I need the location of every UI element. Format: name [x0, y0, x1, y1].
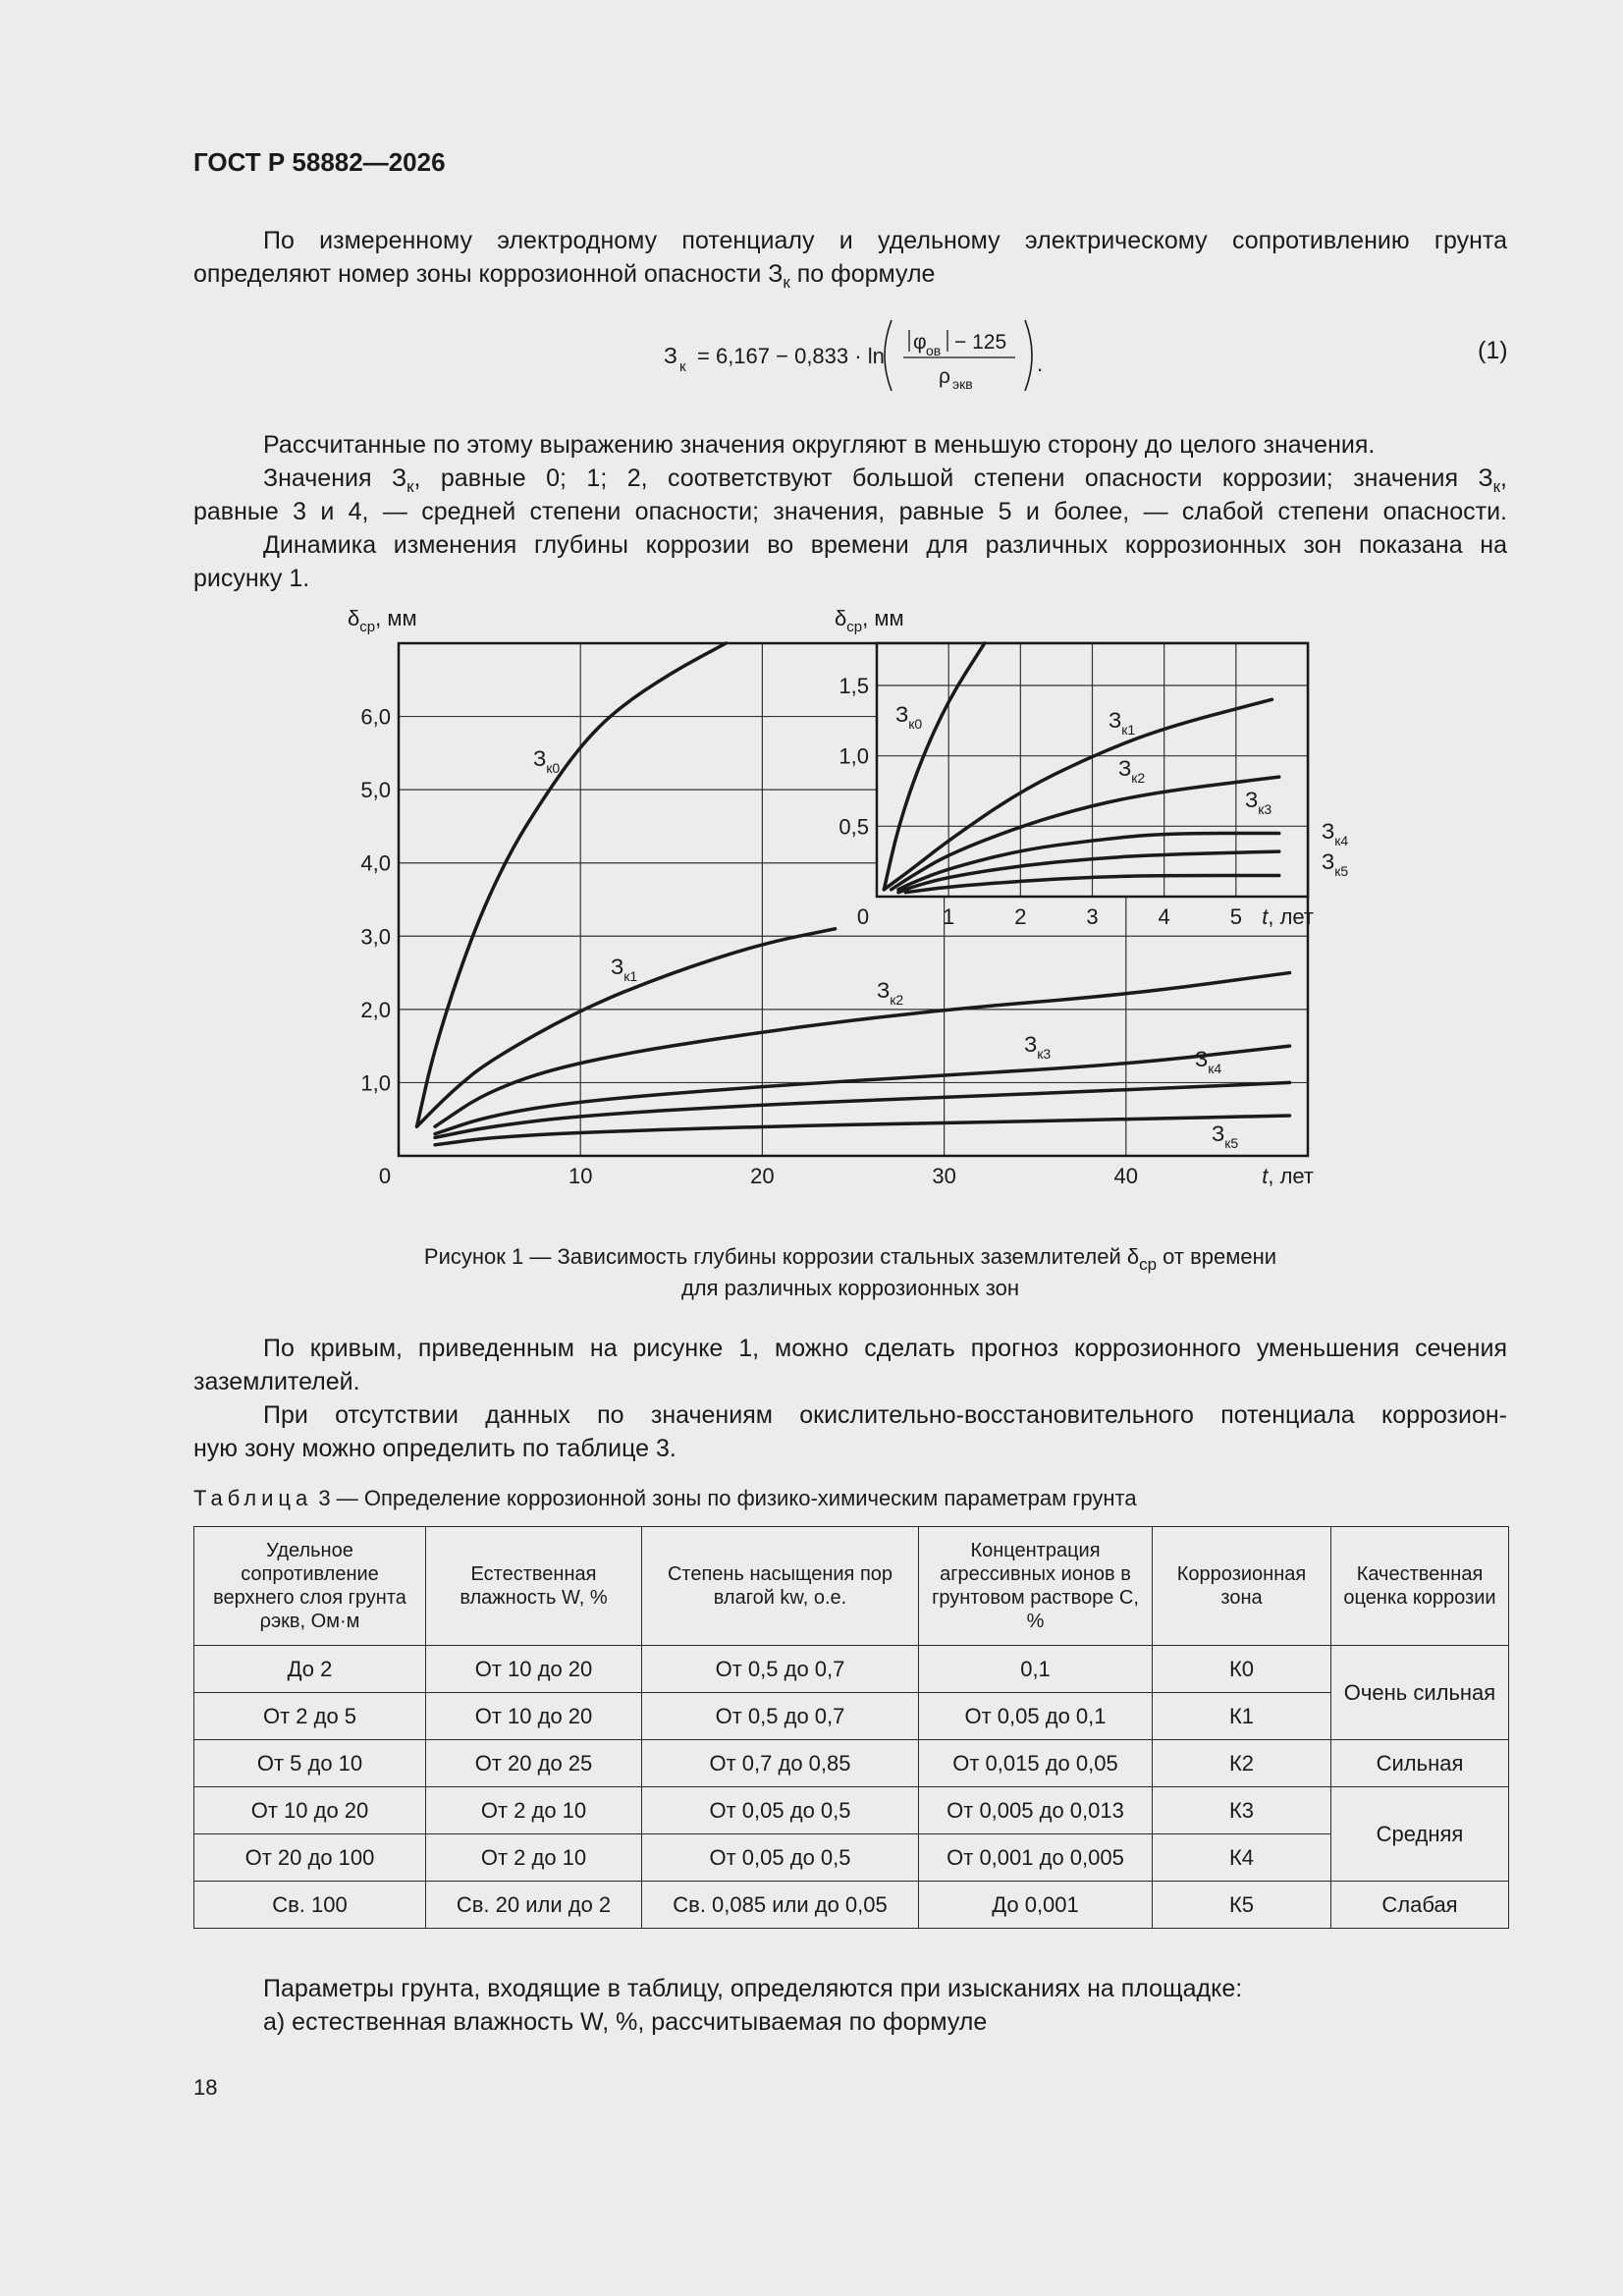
table-cell: Св. 100: [194, 1882, 426, 1929]
table-cell: От 0,5 до 0,7: [642, 1693, 919, 1740]
y-tick-label: 5,0: [360, 778, 391, 803]
series-label-0: $З_{к0}$: [533, 746, 561, 776]
table-cell: К3: [1153, 1787, 1331, 1834]
table-cell: От 0,015 до 0,05: [919, 1740, 1153, 1787]
table-header-row: [194, 1527, 1509, 1646]
svg-text:ρ: ρ: [939, 365, 950, 388]
header-ion-concentration: Концентрация агрессивных ионов в грунтовом растворе C, %: [919, 1527, 1153, 1646]
paragraph-moisture-item: а) естественная влажность W, %, рассчитываемая по формуле: [263, 2008, 988, 2036]
table-cell-assessment: Средняя: [1331, 1787, 1509, 1882]
table-row: [194, 1787, 1509, 1834]
header-moisture: Естественная влажность W, %: [426, 1527, 642, 1646]
svg-text:.: .: [1037, 352, 1044, 376]
y-axis-label: $\delta_{ср}$, мм: [348, 606, 417, 635]
formula-number: (1): [1478, 337, 1508, 364]
y-tick-label: 4,0: [360, 850, 391, 876]
table-cell: К2: [1153, 1740, 1331, 1787]
inset-chart: [835, 606, 1348, 929]
y-tick-label: 6,0: [360, 704, 391, 730]
series-line-5: [435, 1116, 1289, 1145]
paragraph-values: Значения $З_к$, равные 0; 1; 2, соответствуют большой степени опасности коррозии; значения $З_к$,: [263, 465, 1507, 496]
table-cell: От 0,005 до 0,013: [919, 1787, 1153, 1834]
table-cell: До 0,001: [919, 1882, 1153, 1929]
table-cell: От 2 до 10: [426, 1834, 642, 1882]
table-cell: От 0,7 до 0,85: [642, 1740, 919, 1787]
table-cell: К1: [1153, 1693, 1331, 1740]
series-label-3: $З_{к3}$: [1245, 788, 1272, 817]
table-cell: От 10 до 20: [426, 1693, 642, 1740]
header-saturation: Степень насыщения пор влагой kw, о.е.: [642, 1527, 919, 1646]
y-tick-label: 1,0: [839, 743, 869, 769]
table-cell: От 20 до 25: [426, 1740, 642, 1787]
x-tick-label: 3: [1086, 904, 1099, 929]
table-cell: От 0,001 до 0,005: [919, 1834, 1153, 1882]
x-tick-label: 40: [1113, 1164, 1139, 1188]
table-cell-assessment: Очень сильная: [1331, 1646, 1509, 1740]
series-label-3: $З_{к3}$: [1024, 1032, 1052, 1062]
x-tick-label: 2: [1014, 904, 1027, 929]
table-cell: 0,1: [919, 1646, 1153, 1693]
paragraph-soil-params: Параметры грунта, входящие в таблицу, определяются при изысканиях на площадке:: [263, 1975, 1243, 2002]
table-cell: К4: [1153, 1834, 1331, 1882]
series-label-4: $З_{к4}$: [1322, 819, 1349, 848]
paragraph-forecast-cont: заземлителей.: [193, 1368, 360, 1395]
table-cell-assessment: Сильная: [1331, 1740, 1509, 1787]
figure-caption-line-2: для различных коррозионных зон: [680, 1276, 1020, 1300]
table-row: [194, 1834, 1509, 1882]
table-cell: От 2 до 5: [194, 1693, 426, 1740]
svg-text:экв: экв: [952, 376, 973, 392]
table-cell: От 0,05 до 0,5: [642, 1834, 919, 1882]
svg-text:ов: ов: [926, 343, 942, 358]
paragraph-values-cont: равные 3 и 4, — средней степени опасности; значения, равные 5 и более, — слабой степени опасности.: [193, 498, 1507, 525]
y-tick-label: 1,0: [360, 1070, 391, 1096]
paragraph-absence: При отсутствии данных по значениям окислительно-восстановительного потенциала коррозион-: [263, 1401, 1507, 1429]
series-label-1: $З_{к1}$: [611, 955, 638, 984]
x-axis-label: t, лет: [1262, 904, 1314, 929]
header-corrosion-zone: Коррозионная зона: [1153, 1527, 1331, 1646]
x-tick-label: 4: [1158, 904, 1170, 929]
corrosion-zone-table: [193, 1526, 1509, 1929]
series-label-2: $З_{к2}$: [877, 978, 904, 1008]
svg-text:З: З: [664, 343, 677, 368]
x-tick-label: 0: [856, 904, 870, 929]
table-cell: Св. 20 или до 2: [426, 1882, 642, 1929]
svg-text:= 6,167 − 0,833 · ln: = 6,167 − 0,833 · ln: [697, 344, 885, 368]
paragraph-absence-cont: ную зону можно определить по таблице 3.: [193, 1435, 676, 1462]
table-row: [194, 1646, 1509, 1693]
table-cell: От 10 до 20: [194, 1787, 426, 1834]
y-tick-label: 3,0: [360, 924, 391, 950]
y-tick-label: 1,5: [839, 674, 869, 698]
svg-text:− 125: − 125: [954, 331, 1007, 354]
x-tick-label: 10: [568, 1164, 593, 1188]
table-row: [194, 1882, 1509, 1929]
series-label-0: $З_{к0}$: [895, 702, 923, 732]
table-cell: От 0,05 до 0,1: [919, 1693, 1153, 1740]
table-cell: От 0,05 до 0,5: [642, 1787, 919, 1834]
paragraph-forecast: По кривым, приведенным на рисунке 1, можно сделать прогноз коррозионного уменьшения сечения: [263, 1335, 1507, 1362]
series-label-5: $З_{к5}$: [1212, 1121, 1239, 1151]
x-tick-label: 0: [378, 1164, 392, 1188]
table-cell: До 2: [194, 1646, 426, 1693]
table-row: [194, 1693, 1509, 1740]
svg-text:к: к: [679, 358, 686, 375]
series-label-4: $З_{к4}$: [1195, 1047, 1222, 1076]
x-tick-label: 30: [932, 1164, 956, 1188]
table-cell-assessment: Слабая: [1331, 1882, 1509, 1929]
table-cell: К0: [1153, 1646, 1331, 1693]
x-tick-label: 5: [1229, 904, 1242, 929]
y-axis-label: $\delta_{ср}$, мм: [835, 606, 904, 635]
header-assessment: Качественная оценка коррозии: [1331, 1527, 1509, 1646]
series-label-5: $З_{к5}$: [1322, 849, 1349, 879]
x-tick-label: 20: [750, 1164, 775, 1188]
table-cell: От 10 до 20: [426, 1646, 642, 1693]
table-row: [194, 1740, 1509, 1787]
x-tick-label: 1: [943, 904, 955, 929]
table-cell: От 5 до 10: [194, 1740, 426, 1787]
paragraph-dynamics-cont: рисунку 1.: [193, 565, 310, 592]
page-number: 18: [193, 2075, 218, 2100]
y-tick-label: 0,5: [839, 814, 869, 840]
intro-line-1: По измеренному электродному потенциалу и удельному электрическому сопротивлению грунта: [263, 227, 1507, 254]
series-line-0: [417, 643, 727, 1126]
svg-text:φ: φ: [913, 331, 927, 354]
header-resistivity: Удельное сопротивление верхнего слоя грунта ρэкв, Ом·м: [194, 1527, 426, 1646]
table-cell: Св. 0,085 или до 0,05: [642, 1882, 919, 1929]
paragraph-rounding: Рассчитанные по этому выражению значения округляют в меньшую сторону до целого значения.: [263, 431, 1376, 459]
figure-caption-line-1: Рисунок 1 — Зависимость глубины коррозии стальных заземлителей $\delta_{ср}$ от времени: [423, 1244, 1277, 1274]
series-label-2: $З_{к2}$: [1118, 756, 1146, 786]
table-cell: К5: [1153, 1882, 1331, 1929]
table-cell: От 0,5 до 0,7: [642, 1646, 919, 1693]
table-cell: От 2 до 10: [426, 1787, 642, 1834]
table-cell: От 20 до 100: [194, 1834, 426, 1882]
x-axis-label: t, лет: [1262, 1164, 1314, 1188]
series-line-4: [435, 1082, 1289, 1137]
y-tick-label: 2,0: [360, 997, 391, 1022]
document-header: ГОСТ Р 58882—2026: [193, 147, 446, 177]
series-label-1: $З_{к1}$: [1109, 708, 1136, 738]
intro-line-2: определяют номер зоны коррозионной опасности $З_к$ по формуле: [193, 260, 936, 292]
paragraph-dynamics: Динамика изменения глубины коррозии во времени для различных коррозионных зон показана на: [263, 531, 1507, 559]
table-title: Таблица 3 — Определение коррозионной зоны по физико-химическим параметрам грунта: [193, 1486, 1137, 1510]
